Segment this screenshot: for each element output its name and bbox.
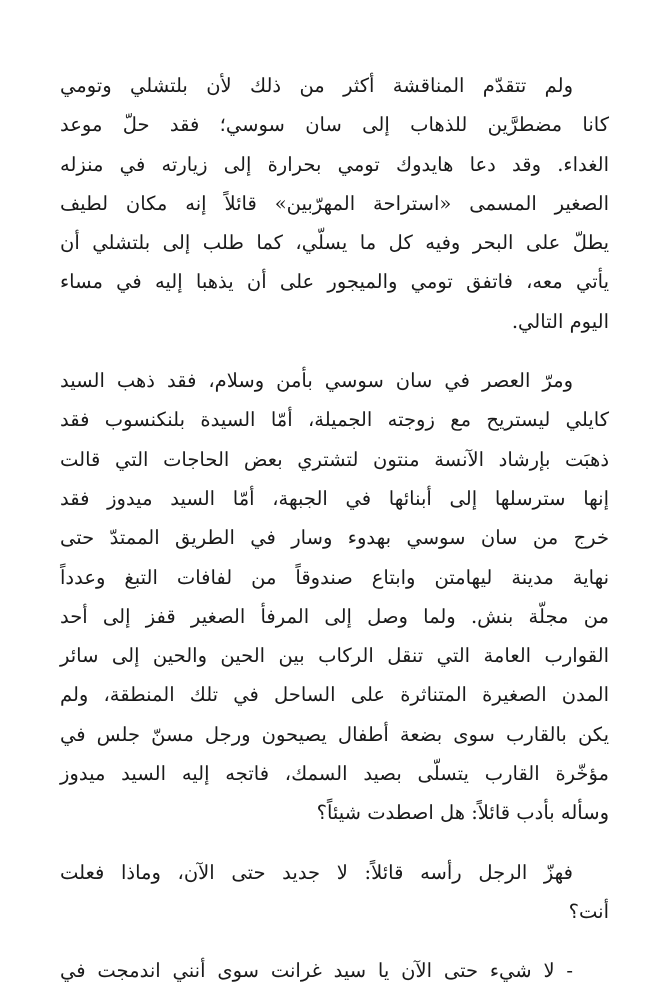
text-line: يطلّ على البحر وفيه كل ما يسلّي، كما طلب إلى بلتشلي أن (60, 231, 609, 255)
text-line: ذهبَت بإرشاد الآنسة منتون لتشتري بعض الحاجات التي قالت (60, 447, 609, 471)
text-line: اليوم التالي. (511, 309, 609, 333)
text-line: ولم تتقدّم المناقشة أكثر من ذلك لأن بلتشلي وتومي (60, 74, 573, 97)
text-line: خرج من سان سوسي بهدوء وسار في الطريق الممتدّ حتى (60, 526, 609, 550)
text-line: من مجلّة بنش. ولما وصل إلى المرفأ الصغير قفز إلى أحد (60, 604, 609, 628)
paragraph-4 (60, 951, 609, 990)
text-line: المدن الصغيرة المتناثرة على الساحل في تلك المنطقة، ولم (60, 683, 609, 707)
paragraph-2 (60, 361, 609, 833)
text-line: كانا مضطرَّين للذهاب إلى سان سوسي؛ فقد حلّ موعد (60, 113, 609, 137)
text-line: يأتي معه، فاتفق تومي والميجور على أن يذهبا إليه في مساء (60, 270, 609, 294)
text-line: الغداء. وقد دعا هايدوك تومي بحرارة إلى زيارته في منزله (60, 152, 609, 176)
text-line: مؤخّرة القارب يتسلّى بصيد السمك، فاتجه إليه السيد ميدوز (60, 762, 609, 786)
text-line: أنت؟ (568, 899, 609, 923)
text-line: الصغير المسمى «استراحة المهرّبين» قائلاً إنه مكان لطيف (60, 191, 609, 215)
text-line: - لا شيء حتى الآن يا سيد غرانت سوى أنني اندمجت في (60, 959, 573, 983)
paragraph-1 (60, 66, 609, 341)
text-line: نهاية مدينة ليهامتن وابتاع صندوقاً من لفافات التبغ وعدداً (60, 565, 609, 589)
text-line: كايلي ليستريح مع زوجته الجميلة، أمّا السيدة بلنكنسوب فقد (60, 408, 609, 432)
text-line: يكن بالقارب سوى بضعة أطفال يصيحون ورجل مسنّ جلس في (60, 722, 609, 746)
text-line: ومرّ العصر في سان سوسي بأمن وسلام، فقد ذهب السيد (60, 369, 573, 393)
text-line: إنها سترسلها إلى أبنائها في الجبهة، أمّا السيد ميدوز فقد (60, 486, 609, 510)
text-line: القوارب العامة التي تنقل الركاب بين الحين والحين إلى سائر (60, 644, 609, 668)
paragraph-3 (60, 853, 609, 932)
text-line: فهزّ الرجل رأسه قائلاً: لا جديد حتى الآن، وماذا فعلت (60, 860, 573, 884)
text-line: وسأله بأدب قائلاً: هل اصطدت شيئاً؟ (316, 801, 609, 825)
